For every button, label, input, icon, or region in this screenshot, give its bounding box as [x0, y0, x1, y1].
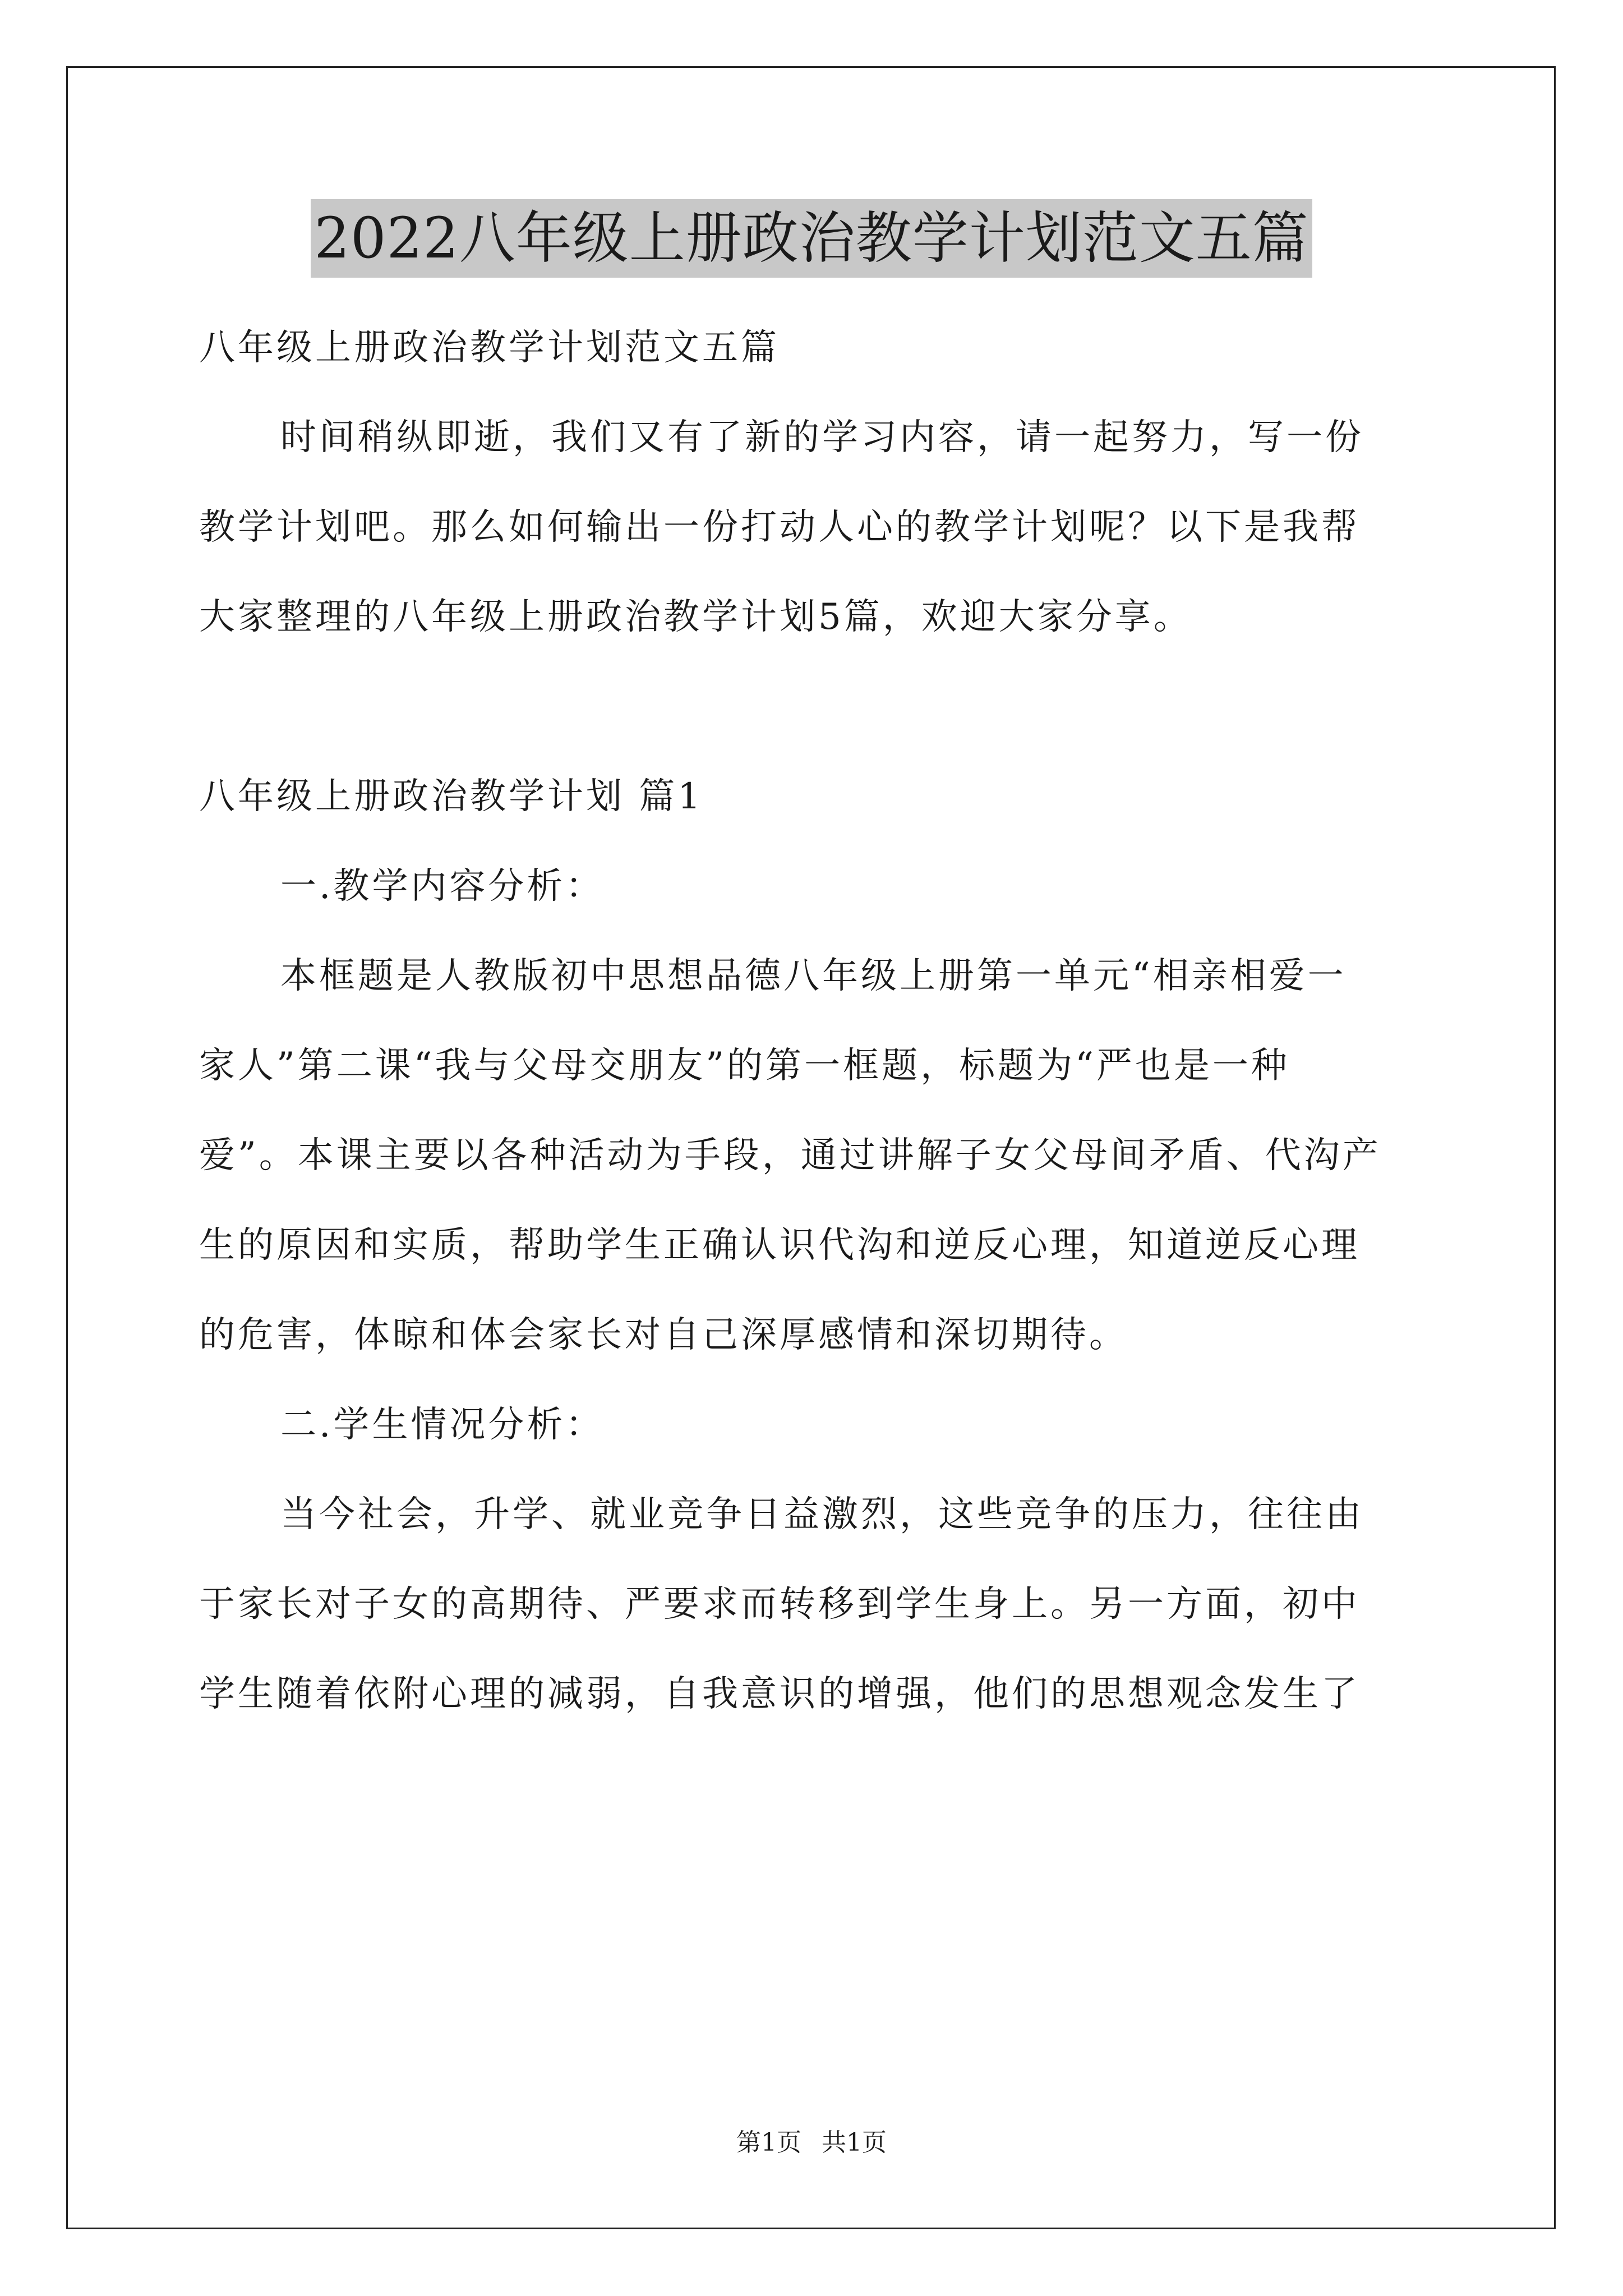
part2-heading: 二.学生情况分析： — [280, 1404, 605, 1446]
part1-line: 生的原因和实质，帮助学生正确认识代沟和逆反心理，知道逆反心理 — [199, 1225, 1360, 1266]
part2-line: 当今社会，升学、就业竞争日益激烈，这些竞争的压力，往往由 — [280, 1494, 1364, 1535]
document-title: 2022八年级上册政治教学计划范文五篇 — [311, 199, 1312, 278]
part1-line: 家人”第二课“我与父母交朋友”的第一框题，标题为“严也是一种 — [199, 1045, 1290, 1087]
intro-line: 时间稍纵即逝，我们又有了新的学习内容，请一起努力，写一份 — [280, 417, 1364, 458]
intro-line: 教学计划吧。那么如何输出一份打动人心的教学计划呢？以下是我帮 — [199, 507, 1360, 548]
intro-line: 大家整理的八年级上册政治教学计划5篇，欢迎大家分享。 — [199, 596, 1192, 638]
paragraph-gap — [199, 662, 1427, 752]
page-footer — [0, 2126, 1623, 2160]
part1-line: 本框题是人教版初中思想品德八年级上册第一单元“相亲相爱一 — [280, 955, 1347, 997]
section-heading: 八年级上册政治教学计划 篇1 — [199, 776, 704, 817]
part1-line: 爱”。本课主要以各种活动为手段，通过讲解子女父母间矛盾、代沟产 — [199, 1135, 1381, 1176]
part2-line: 学生随着依附心理的减弱，自我意识的增强，他们的思想观念发生了 — [199, 1673, 1360, 1715]
title-container — [0, 199, 1623, 278]
page-total: 共1页 — [822, 2128, 887, 2157]
page-current: 第1页 — [736, 2128, 801, 2157]
part2-line: 于家长对子女的高期待、严要求而转移到学生身上。另一方面，初中 — [199, 1584, 1360, 1625]
document-body — [199, 303, 1427, 1739]
part1-line: 的危害，体晾和体会家长对自己深厚感情和深切期待。 — [199, 1314, 1128, 1356]
subtitle: 八年级上册政治教学计划范文五篇 — [199, 327, 780, 369]
part1-heading: 一.教学内容分析： — [280, 866, 605, 907]
